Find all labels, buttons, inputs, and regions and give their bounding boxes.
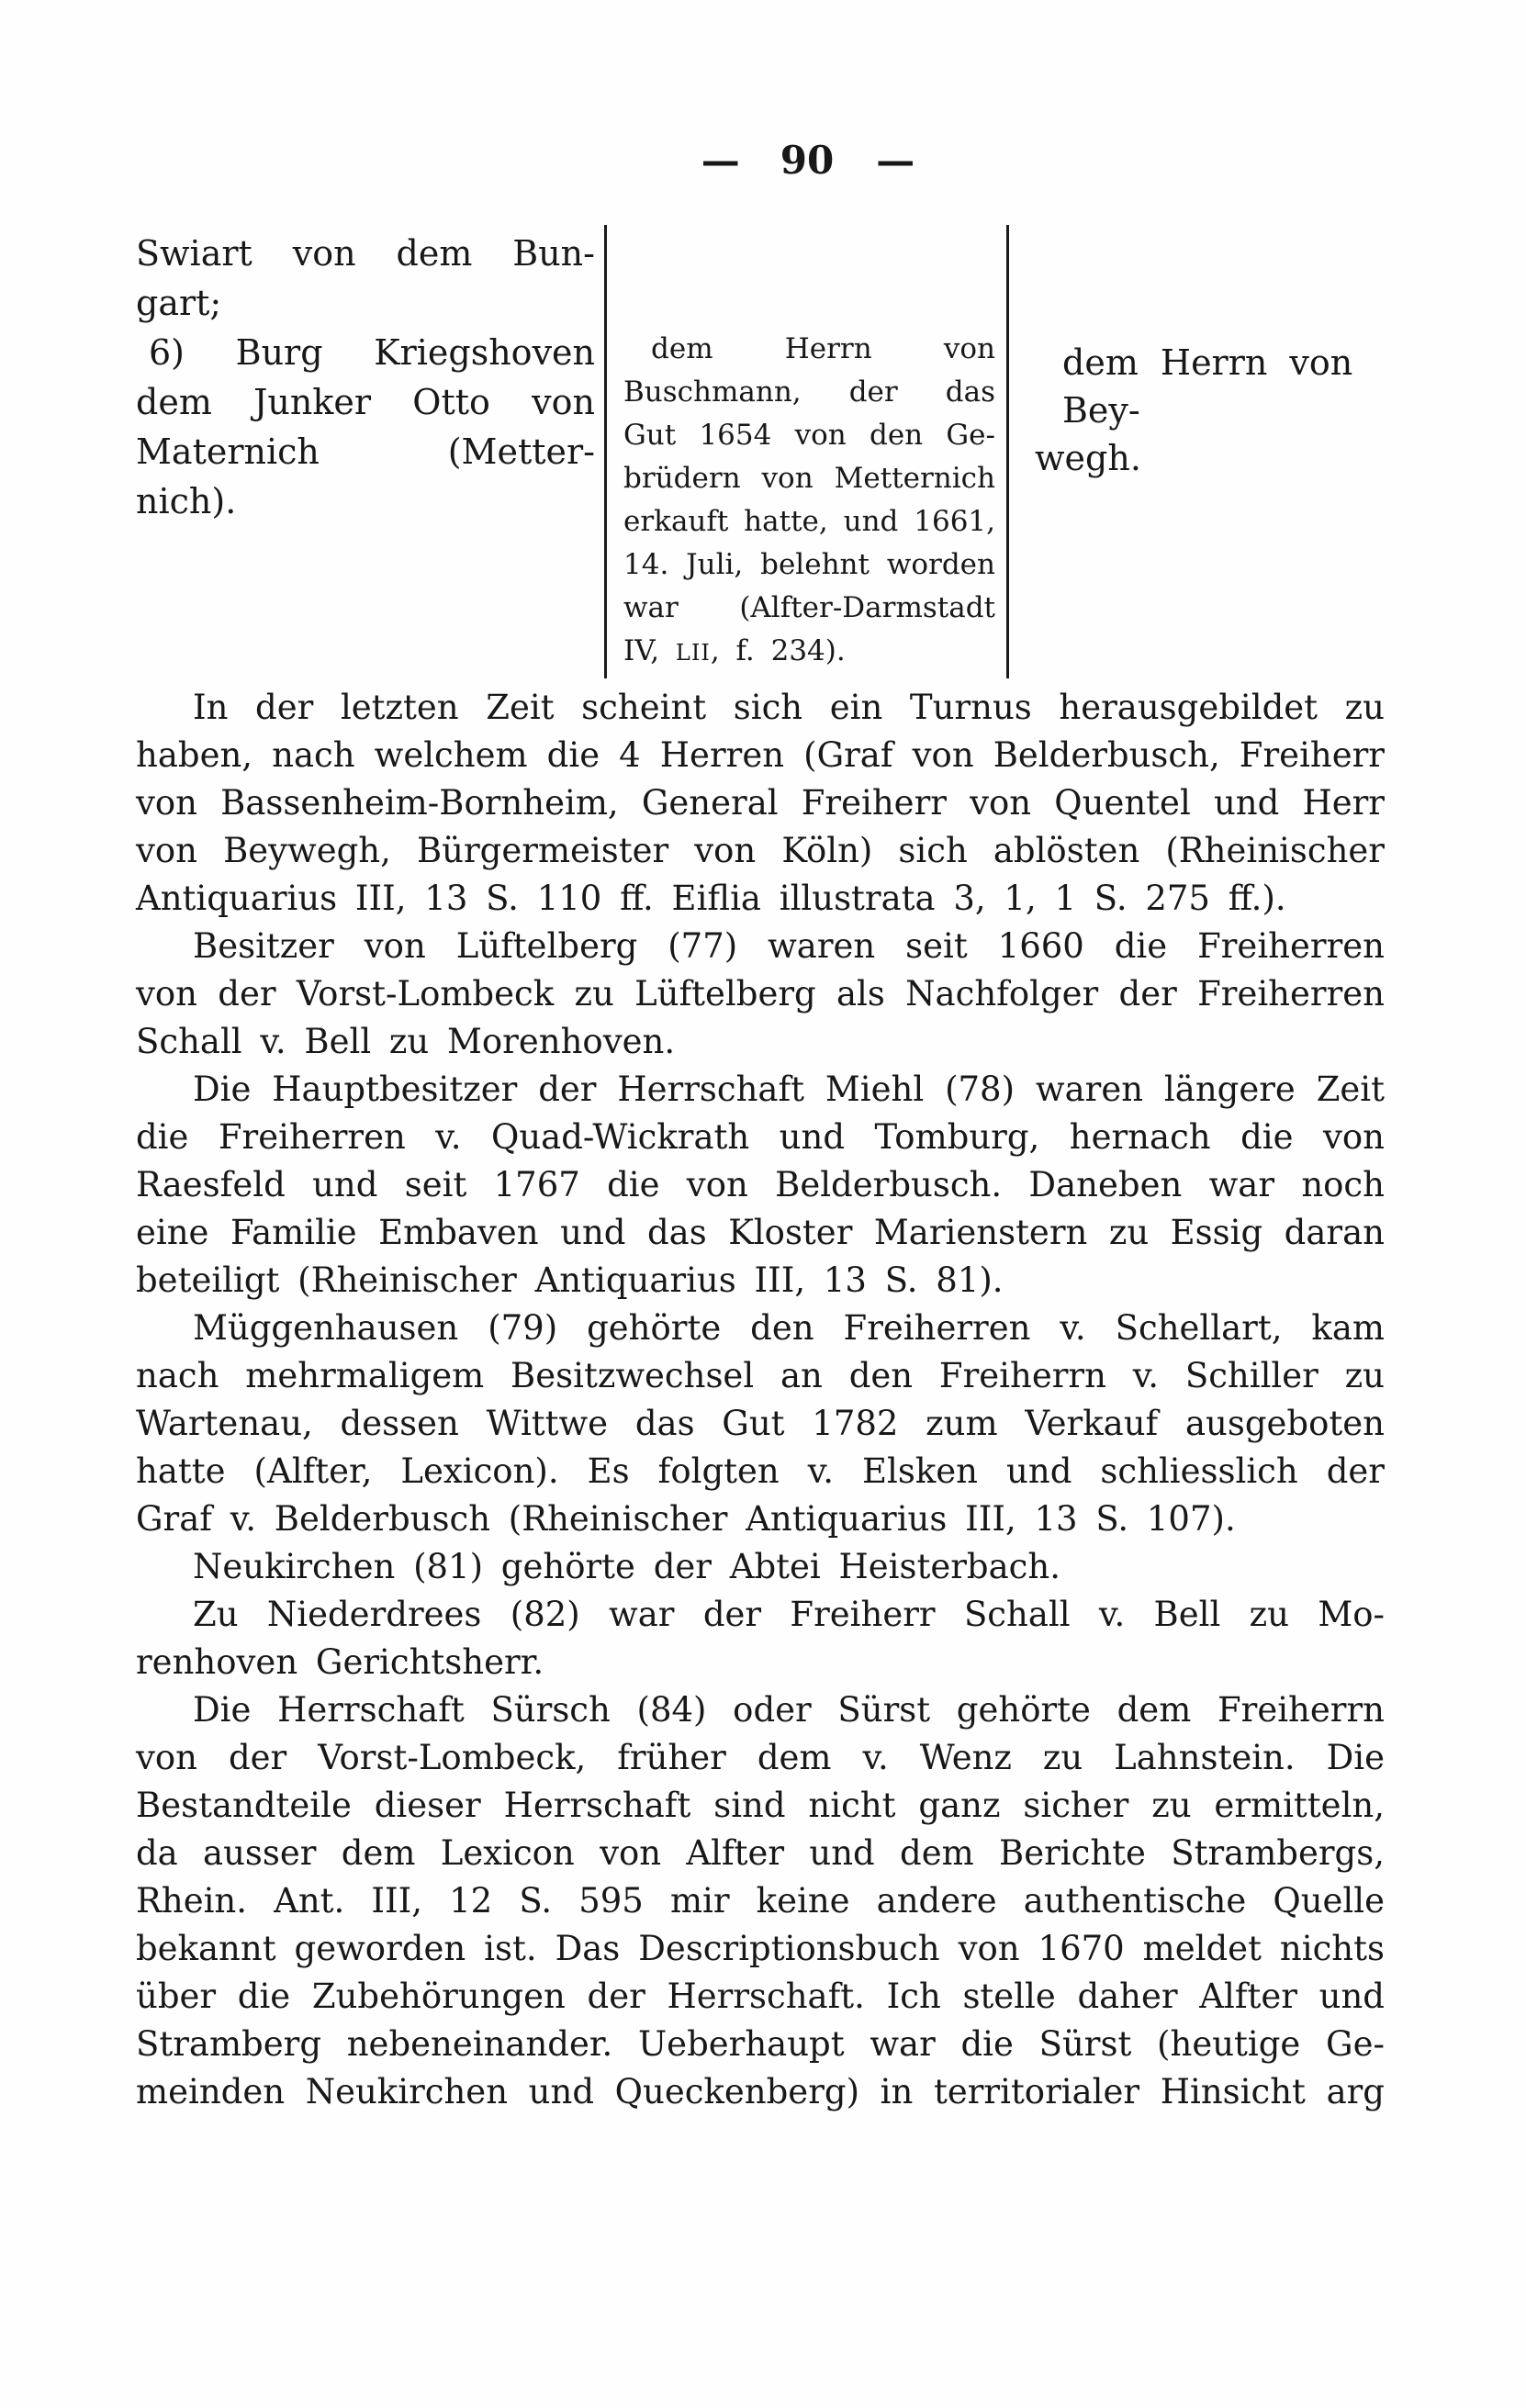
table-line: war (Alfter-Darmstadt xyxy=(623,591,995,624)
table-column-right xyxy=(1009,223,1432,682)
table-line: Swiart von dem Bun- xyxy=(136,233,595,274)
page-body xyxy=(136,684,1385,2116)
text-line: Besitzer von Lüftelberg (77) waren seit 1660 die Freiherren xyxy=(193,926,1385,966)
text-line: eine Familie Embaven und das Kloster Marienstern zu Essig daran xyxy=(136,1213,1385,1252)
text-line: von Beywegh, Bürgermeister von Köln) sich ablösten (Rheinischer xyxy=(136,831,1385,870)
table-line: wegh. xyxy=(1035,438,1141,478)
citation-smallcaps: LII xyxy=(675,640,711,666)
citation-suffix: , f. 234). xyxy=(710,634,846,667)
paragraph xyxy=(136,1305,1385,1543)
text-line: Die Herrschaft Sürsch (84) oder Sürst gehörte dem Freiherrn xyxy=(193,1690,1385,1730)
ownership-table xyxy=(136,223,1432,682)
text-line: Stramberg nebeneinander. Ueberhaupt war die Sürst (heutige Ge- xyxy=(136,2024,1385,2064)
text-line: Die Hauptbesitzer der Herrschaft Miehl (78) waren längere Zeit xyxy=(193,1070,1385,1109)
text-line: Graf v. Belderbusch (Rheinischer Antiquarius III, 13 S. 107). xyxy=(136,1499,1236,1539)
text-line: da ausser dem Lexicon von Alfter und dem Berichte Strambergs, xyxy=(136,1833,1385,1873)
table-line: gart; xyxy=(136,283,222,323)
text-line: Raesfeld und seit 1767 die von Belderbusch. Daneben war noch xyxy=(136,1165,1385,1204)
table-line: dem Herrn von xyxy=(651,332,995,365)
text-line: von Bassenheim-Bornheim, General Freiherr von Quentel und Herr xyxy=(136,783,1385,823)
paragraph xyxy=(136,923,1385,1066)
text-line: nach mehrmaligem Besitzwechsel an den Freiherrn v. Schiller zu xyxy=(136,1356,1385,1395)
text-line: über die Zubehörungen der Herrschaft. Ich stelle daher Alfter und xyxy=(136,1977,1385,2016)
table-citation-line xyxy=(623,630,995,675)
text-line: meinden Neukirchen und Queckenberg) in territorialer Hinsicht arg xyxy=(136,2072,1385,2111)
text-line: Schall v. Bell zu Morenhoven. xyxy=(136,1022,676,1061)
text-line: Neukirchen (81) gehörte der Abtei Heisterbach. xyxy=(193,1547,1060,1586)
table-line: 14. Juli, belehnt worden xyxy=(623,548,995,581)
paragraph xyxy=(136,1591,1385,1686)
text-line: Rhein. Ant. III, 12 S. 595 mir keine andere authentische Quelle xyxy=(136,1881,1385,1921)
text-line: von der Vorst-Lombeck, früher dem v. Wenz zu Lahnstein. Die xyxy=(136,1738,1385,1777)
paragraph xyxy=(136,684,1385,923)
page-number: 90 xyxy=(780,138,835,183)
page-header xyxy=(44,138,1526,183)
text-line: Müggenhausen (79) gehörte den Freiherren v. Schellart, kam xyxy=(193,1308,1385,1348)
header-dash-left: — xyxy=(701,138,738,183)
table-line: Gut 1654 von den Ge- xyxy=(623,419,995,452)
text-line: beteiligt (Rheinischer Antiquarius III, 13 S. 81). xyxy=(136,1260,1004,1300)
citation-prefix: IV, xyxy=(623,634,676,667)
paragraph xyxy=(136,1066,1385,1305)
text-line: hatte (Alfter, Lexicon). Es folgten v. Elsken und schliesslich der xyxy=(136,1451,1385,1491)
text-line: renhoven Gerichtsherr. xyxy=(136,1642,544,1682)
text-line: die Freiherren v. Quad-Wickrath und Tomburg, hernach die von xyxy=(136,1117,1385,1157)
table-column-middle xyxy=(607,223,1006,682)
table-line: erkauft hatte, und 1661, xyxy=(623,505,995,538)
table-line: Maternich (Metter- xyxy=(136,431,595,472)
table-line: nich). xyxy=(136,481,237,521)
text-line: In der letzten Zeit scheint sich ein Turnus herausgebildet zu xyxy=(193,688,1385,727)
paragraph xyxy=(136,1686,1385,2116)
text-line: Zu Niederdrees (82) war der Freiherr Schall v. Bell zu Mo- xyxy=(193,1595,1385,1634)
text-line: Antiquarius III, 13 S. 110 ff. Eiflia illustrata 3, 1, 1 S. 275 ff.). xyxy=(136,879,1286,918)
text-line: haben, nach welchem die 4 Herren (Graf von Belderbusch, Freiherr xyxy=(136,735,1385,775)
text-line: Bestandteile dieser Herrschaft sind nicht ganz sicher zu ermitteln, xyxy=(136,1786,1385,1825)
table-line: 6) Burg Kriegshoven xyxy=(149,332,595,373)
text-line: von der Vorst-Lombeck zu Lüftelberg als Nachfolger der Freiherren xyxy=(136,974,1385,1014)
table-line: dem Junker Otto von xyxy=(136,382,595,422)
table-column-estate xyxy=(136,223,604,682)
table-line: brüdern von Metternich xyxy=(623,462,995,495)
table-line: Buschmann, der das xyxy=(623,375,995,409)
header-dash-right: — xyxy=(876,138,914,183)
text-line: Wartenau, dessen Wittwe das Gut 1782 zum Verkauf ausgeboten xyxy=(136,1404,1385,1443)
paragraph xyxy=(136,1543,1385,1591)
text-line: bekannt geworden ist. Das Descriptionsbuch von 1670 meldet nichts xyxy=(136,1929,1385,1968)
table-line: dem Herrn von Bey- xyxy=(1062,342,1353,431)
